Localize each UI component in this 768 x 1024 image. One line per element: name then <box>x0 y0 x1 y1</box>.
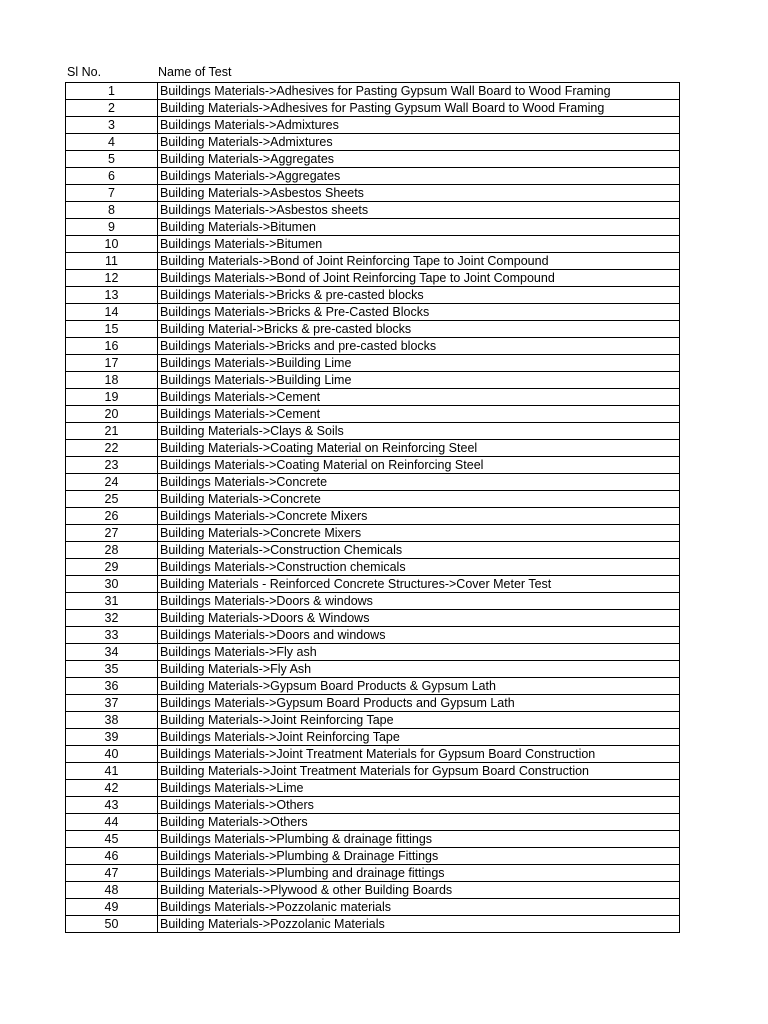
test-name-cell: Building Materials - Reinforced Concrete Structures->Cover Meter Test <box>158 576 680 593</box>
sl-no-cell: 44 <box>66 814 158 831</box>
test-name-cell: Buildings Materials->Bricks & Pre-Casted Blocks <box>158 304 680 321</box>
test-name-cell: Buildings Materials->Construction chemicals <box>158 559 680 576</box>
table-row <box>66 831 680 848</box>
sl-no-cell: 23 <box>66 457 158 474</box>
table-row <box>66 916 680 933</box>
table-row <box>66 372 680 389</box>
test-name-cell: Buildings Materials->Bitumen <box>158 236 680 253</box>
sl-no-cell: 20 <box>66 406 158 423</box>
test-name-cell: Building Material->Bricks & pre-casted blocks <box>158 321 680 338</box>
sl-no-cell: 45 <box>66 831 158 848</box>
sl-no-cell: 19 <box>66 389 158 406</box>
test-name-cell: Buildings Materials->Bricks and pre-casted blocks <box>158 338 680 355</box>
test-name-cell: Building Materials->Joint Reinforcing Tape <box>158 712 680 729</box>
test-name-cell: Buildings Materials->Asbestos sheets <box>158 202 680 219</box>
table-row <box>66 542 680 559</box>
sl-no-cell: 50 <box>66 916 158 933</box>
sl-no-cell: 5 <box>66 151 158 168</box>
table-row <box>66 508 680 525</box>
table-row <box>66 746 680 763</box>
sl-no-cell: 36 <box>66 678 158 695</box>
table-row <box>66 321 680 338</box>
table-row <box>66 865 680 882</box>
test-name-cell: Buildings Materials->Doors & windows <box>158 593 680 610</box>
table-row <box>66 236 680 253</box>
test-name-cell: Building Materials->Adhesives for Pasting Gypsum Wall Board to Wood Framing <box>158 100 680 117</box>
table-row <box>66 389 680 406</box>
table-row <box>66 457 680 474</box>
table-row <box>66 763 680 780</box>
test-name-cell: Building Materials->Plywood & other Building Boards <box>158 882 680 899</box>
table-row <box>66 780 680 797</box>
sl-no-cell: 4 <box>66 134 158 151</box>
sl-no-cell: 32 <box>66 610 158 627</box>
table-row <box>66 134 680 151</box>
sl-no-cell: 42 <box>66 780 158 797</box>
test-name-cell: Buildings Materials->Bond of Joint Reinforcing Tape to Joint Compound <box>158 270 680 287</box>
table-row <box>66 593 680 610</box>
test-name-cell: Buildings Materials->Joint Reinforcing Tape <box>158 729 680 746</box>
sl-no-cell: 1 <box>66 83 158 100</box>
table-row <box>66 168 680 185</box>
column-header-name-of-test: Name of Test <box>158 65 232 79</box>
test-name-cell: Building Materials->Coating Material on Reinforcing Steel <box>158 440 680 457</box>
sl-no-cell: 9 <box>66 219 158 236</box>
table-row <box>66 219 680 236</box>
test-name-cell: Buildings Materials->Concrete <box>158 474 680 491</box>
table-row <box>66 627 680 644</box>
sl-no-cell: 25 <box>66 491 158 508</box>
test-name-cell: Buildings Materials->Cement <box>158 406 680 423</box>
table-row <box>66 83 680 100</box>
sl-no-cell: 34 <box>66 644 158 661</box>
table-row <box>66 423 680 440</box>
test-name-cell: Building Materials->Doors & Windows <box>158 610 680 627</box>
table-row <box>66 525 680 542</box>
sl-no-cell: 46 <box>66 848 158 865</box>
table-row <box>66 712 680 729</box>
column-header-sl-no: Sl No. <box>67 65 102 79</box>
table-row <box>66 644 680 661</box>
test-name-cell: Buildings Materials->Cement <box>158 389 680 406</box>
sl-no-cell: 17 <box>66 355 158 372</box>
table-row <box>66 474 680 491</box>
sl-no-cell: 24 <box>66 474 158 491</box>
table-row <box>66 882 680 899</box>
test-name-cell: Buildings Materials->Plumbing & drainage fittings <box>158 831 680 848</box>
test-name-cell: Buildings Materials->Admixtures <box>158 117 680 134</box>
table-row <box>66 661 680 678</box>
sl-no-cell: 8 <box>66 202 158 219</box>
test-name-cell: Building Materials->Aggregates <box>158 151 680 168</box>
test-name-cell: Buildings Materials->Gypsum Board Products and Gypsum Lath <box>158 695 680 712</box>
test-name-cell: Building Materials->Construction Chemicals <box>158 542 680 559</box>
test-name-cell: Building Materials->Joint Treatment Materials for Gypsum Board Construction <box>158 763 680 780</box>
sl-no-cell: 21 <box>66 423 158 440</box>
sl-no-cell: 6 <box>66 168 158 185</box>
test-name-cell: Buildings Materials->Coating Material on Reinforcing Steel <box>158 457 680 474</box>
sl-no-cell: 2 <box>66 100 158 117</box>
test-name-cell: Buildings Materials->Concrete Mixers <box>158 508 680 525</box>
sl-no-cell: 22 <box>66 440 158 457</box>
sl-no-cell: 43 <box>66 797 158 814</box>
sl-no-cell: 10 <box>66 236 158 253</box>
test-name-cell: Buildings Materials->Others <box>158 797 680 814</box>
test-name-cell: Buildings Materials->Joint Treatment Materials for Gypsum Board Construction <box>158 746 680 763</box>
sl-no-cell: 33 <box>66 627 158 644</box>
test-name-cell: Building Materials->Gypsum Board Products & Gypsum Lath <box>158 678 680 695</box>
sl-no-cell: 14 <box>66 304 158 321</box>
table-row <box>66 406 680 423</box>
table-row <box>66 695 680 712</box>
sl-no-cell: 16 <box>66 338 158 355</box>
sl-no-cell: 40 <box>66 746 158 763</box>
table-row <box>66 678 680 695</box>
table-row <box>66 610 680 627</box>
sl-no-cell: 3 <box>66 117 158 134</box>
test-name-cell: Building Materials->Asbestos Sheets <box>158 185 680 202</box>
test-name-cell: Buildings Materials->Fly ash <box>158 644 680 661</box>
table-row <box>66 100 680 117</box>
table-row <box>66 338 680 355</box>
table-row <box>66 899 680 916</box>
table-row <box>66 185 680 202</box>
test-name-cell: Buildings Materials->Pozzolanic materials <box>158 899 680 916</box>
test-name-cell: Buildings Materials->Building Lime <box>158 372 680 389</box>
test-name-cell: Building Materials->Clays & Soils <box>158 423 680 440</box>
table-row <box>66 287 680 304</box>
sl-no-cell: 12 <box>66 270 158 287</box>
table-row <box>66 270 680 287</box>
test-name-cell: Buildings Materials->Doors and windows <box>158 627 680 644</box>
table-row <box>66 202 680 219</box>
test-name-cell: Building Materials->Concrete Mixers <box>158 525 680 542</box>
test-name-cell: Building Materials->Admixtures <box>158 134 680 151</box>
sl-no-cell: 7 <box>66 185 158 202</box>
test-name-cell: Building Materials->Others <box>158 814 680 831</box>
sl-no-cell: 48 <box>66 882 158 899</box>
sl-no-cell: 37 <box>66 695 158 712</box>
test-name-cell: Buildings Materials->Building Lime <box>158 355 680 372</box>
table-row <box>66 814 680 831</box>
table-row <box>66 151 680 168</box>
sl-no-cell: 49 <box>66 899 158 916</box>
sl-no-cell: 13 <box>66 287 158 304</box>
sl-no-cell: 41 <box>66 763 158 780</box>
sl-no-cell: 11 <box>66 253 158 270</box>
test-name-cell: Buildings Materials->Lime <box>158 780 680 797</box>
test-name-cell: Buildings Materials->Aggregates <box>158 168 680 185</box>
table-row <box>66 559 680 576</box>
sl-no-cell: 18 <box>66 372 158 389</box>
sl-no-cell: 35 <box>66 661 158 678</box>
test-name-cell: Building Materials->Pozzolanic Materials <box>158 916 680 933</box>
table-row <box>66 848 680 865</box>
sl-no-cell: 31 <box>66 593 158 610</box>
table-row <box>66 729 680 746</box>
sl-no-cell: 39 <box>66 729 158 746</box>
table-row <box>66 253 680 270</box>
table-row <box>66 355 680 372</box>
tests-table <box>65 82 680 933</box>
table-row <box>66 491 680 508</box>
sl-no-cell: 38 <box>66 712 158 729</box>
table-row <box>66 304 680 321</box>
test-name-cell: Building Materials->Fly Ash <box>158 661 680 678</box>
sl-no-cell: 28 <box>66 542 158 559</box>
test-name-cell: Buildings Materials->Bricks & pre-casted blocks <box>158 287 680 304</box>
sl-no-cell: 27 <box>66 525 158 542</box>
table-row <box>66 576 680 593</box>
test-name-cell: Buildings Materials->Plumbing and drainage fittings <box>158 865 680 882</box>
test-name-cell: Building Materials->Concrete <box>158 491 680 508</box>
table-row <box>66 440 680 457</box>
sl-no-cell: 15 <box>66 321 158 338</box>
table-row <box>66 117 680 134</box>
test-name-cell: Building Materials->Bitumen <box>158 219 680 236</box>
sl-no-cell: 26 <box>66 508 158 525</box>
sl-no-cell: 29 <box>66 559 158 576</box>
test-name-cell: Buildings Materials->Plumbing & Drainage Fittings <box>158 848 680 865</box>
test-name-cell: Building Materials->Bond of Joint Reinforcing Tape to Joint Compound <box>158 253 680 270</box>
test-name-cell: Buildings Materials->Adhesives for Pasting Gypsum Wall Board to Wood Framing <box>158 83 680 100</box>
sl-no-cell: 30 <box>66 576 158 593</box>
table-row <box>66 797 680 814</box>
sl-no-cell: 47 <box>66 865 158 882</box>
